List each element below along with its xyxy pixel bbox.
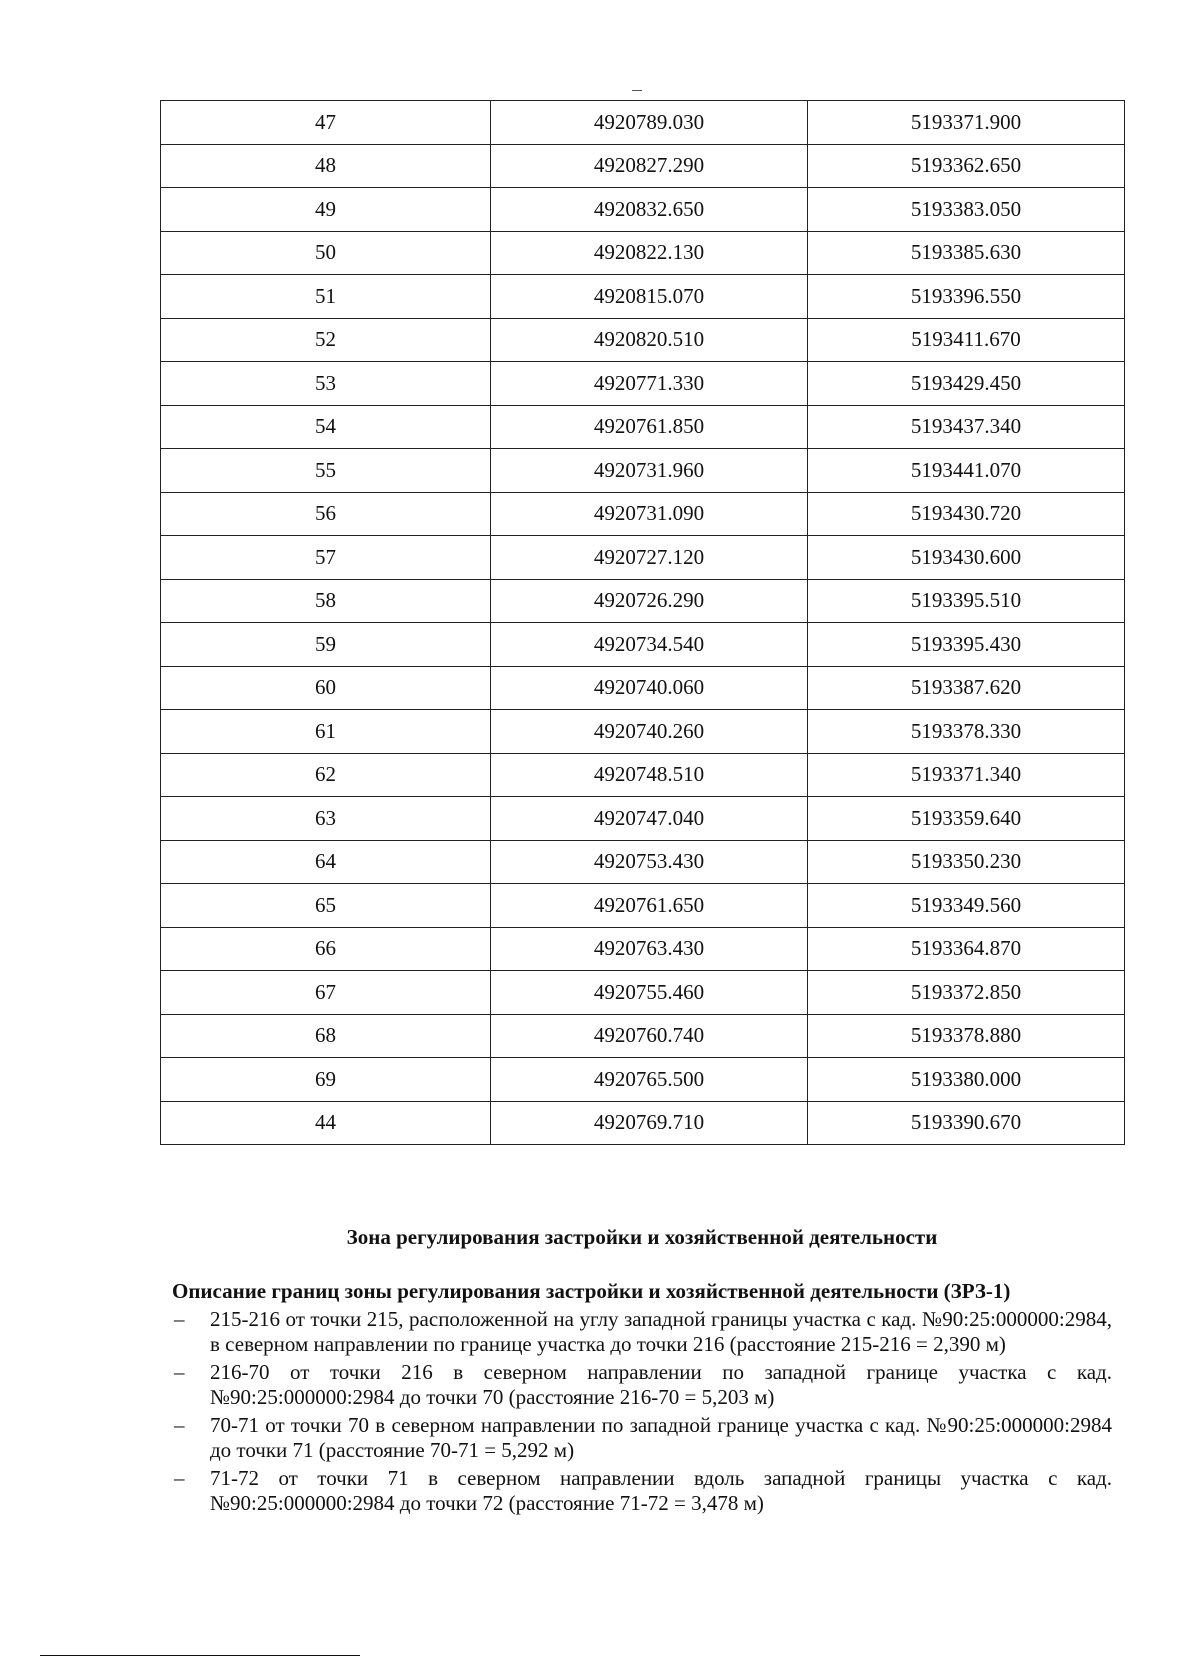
y-coordinate-cell: 5193378.880 [808,1014,1125,1058]
table-row [161,1058,1125,1102]
y-coordinate-cell: 5193385.630 [808,231,1125,275]
x-coordinate-cell: 4920789.030 [491,101,808,145]
point-number-cell: 52 [161,318,491,362]
point-number-cell: 65 [161,884,491,928]
point-number-cell: 47 [161,101,491,145]
x-coordinate-cell: 4920820.510 [491,318,808,362]
table-row [161,579,1125,623]
y-coordinate-cell: 5193395.430 [808,623,1125,667]
list-item [172,1360,1112,1411]
table-row [161,362,1125,406]
x-coordinate-cell: 4920815.070 [491,275,808,319]
y-coordinate-cell: 5193387.620 [808,666,1125,710]
table-row [161,492,1125,536]
table-row [161,927,1125,971]
y-coordinate-cell: 5193390.670 [808,1101,1125,1145]
dash-bullet: – [174,1412,185,1437]
description-title: Описание границ зоны регулирования застройки и хозяйственной деятельности (ЗРЗ-1) [172,1279,1011,1303]
point-number-cell: 51 [161,275,491,319]
boundary-segment-list [172,1307,1112,1517]
coordinates-table-body [161,101,1125,1145]
x-coordinate-cell: 4920734.540 [491,623,808,667]
x-coordinate-cell: 4920727.120 [491,536,808,580]
table-row [161,144,1125,188]
footnote-separator [40,1655,360,1656]
point-number-cell: 62 [161,753,491,797]
x-coordinate-cell: 4920755.460 [491,971,808,1015]
point-number-cell: 48 [161,144,491,188]
x-coordinate-cell: 4920731.090 [491,492,808,536]
segment-text: 71-72 от точки 71 в северном направлении вдоль западной границы участка с кад. №90:25:000000:2984 до точки 72 (расстояние 71-72 = 3,478 м) [210,1465,1112,1515]
table-row [161,840,1125,884]
table-row [161,797,1125,841]
dash-bullet: – [174,1465,185,1490]
x-coordinate-cell: 4920765.500 [491,1058,808,1102]
y-coordinate-cell: 5193362.650 [808,144,1125,188]
y-coordinate-cell: 5193364.870 [808,927,1125,971]
table-row [161,188,1125,232]
x-coordinate-cell: 4920731.960 [491,449,808,493]
segment-text: 70-71 от точки 70 в северном направлении по западной границе участка с кад. №90:25:000000:2984 до точки 71 (расстояние 70-71 = 5,292 м) [210,1412,1112,1462]
boundary-description [172,1279,1112,1517]
table-row [161,884,1125,928]
table-row [161,405,1125,449]
y-coordinate-cell: 5193359.640 [808,797,1125,841]
dash-bullet: – [174,1306,185,1331]
segment-text: 215-216 от точки 215, расположенной на углу западной границы участка с кад. №90:25:000000:2984, в северном направлении по границе участка до точки 216 (расстояние 215-216 = 2,390 м) [210,1306,1112,1356]
x-coordinate-cell: 4920769.710 [491,1101,808,1145]
table-row [161,536,1125,580]
y-coordinate-cell: 5193430.600 [808,536,1125,580]
point-number-cell: 68 [161,1014,491,1058]
point-number-cell: 55 [161,449,491,493]
coordinates-table [160,100,1125,1145]
x-coordinate-cell: 4920822.130 [491,231,808,275]
point-number-cell: 44 [161,1101,491,1145]
point-number-cell: 49 [161,188,491,232]
point-number-cell: 56 [161,492,491,536]
x-coordinate-cell: 4920760.740 [491,1014,808,1058]
dash-bullet: – [174,1359,185,1384]
y-coordinate-cell: 5193378.330 [808,710,1125,754]
y-coordinate-cell: 5193396.550 [808,275,1125,319]
y-coordinate-cell: 5193383.050 [808,188,1125,232]
point-number-cell: 64 [161,840,491,884]
point-number-cell: 63 [161,797,491,841]
y-coordinate-cell: 5193430.720 [808,492,1125,536]
point-number-cell: 60 [161,666,491,710]
point-number-cell: 66 [161,927,491,971]
table-row [161,753,1125,797]
x-coordinate-cell: 4920740.260 [491,710,808,754]
x-coordinate-cell: 4920763.430 [491,927,808,971]
point-number-cell: 57 [161,536,491,580]
table-row [161,275,1125,319]
y-coordinate-cell: 5193380.000 [808,1058,1125,1102]
x-coordinate-cell: 4920726.290 [491,579,808,623]
point-number-cell: 59 [161,623,491,667]
point-number-cell: 50 [161,231,491,275]
x-coordinate-cell: 4920747.040 [491,797,808,841]
point-number-cell: 58 [161,579,491,623]
y-coordinate-cell: 5193372.850 [808,971,1125,1015]
y-coordinate-cell: 5193349.560 [808,884,1125,928]
y-coordinate-cell: 5193350.230 [808,840,1125,884]
x-coordinate-cell: 4920827.290 [491,144,808,188]
table-row [161,971,1125,1015]
y-coordinate-cell: 5193371.340 [808,753,1125,797]
x-coordinate-cell: 4920832.650 [491,188,808,232]
table-row [161,449,1125,493]
x-coordinate-cell: 4920753.430 [491,840,808,884]
point-number-cell: 67 [161,971,491,1015]
x-coordinate-cell: 4920761.850 [491,405,808,449]
table-row [161,623,1125,667]
y-coordinate-cell: 5193437.340 [808,405,1125,449]
y-coordinate-cell: 5193395.510 [808,579,1125,623]
x-coordinate-cell: 4920761.650 [491,884,808,928]
y-coordinate-cell: 5193371.900 [808,101,1125,145]
table-row [161,231,1125,275]
table-row [161,318,1125,362]
y-coordinate-cell: 5193411.670 [808,318,1125,362]
list-item [172,1413,1112,1464]
top-mark [632,90,642,91]
list-item [172,1466,1112,1517]
table-row [161,1014,1125,1058]
point-number-cell: 54 [161,405,491,449]
y-coordinate-cell: 5193441.070 [808,449,1125,493]
table-row [161,710,1125,754]
table-row [161,101,1125,145]
point-number-cell: 53 [161,362,491,406]
x-coordinate-cell: 4920748.510 [491,753,808,797]
x-coordinate-cell: 4920740.060 [491,666,808,710]
y-coordinate-cell: 5193429.450 [808,362,1125,406]
x-coordinate-cell: 4920771.330 [491,362,808,406]
segment-text: 216-70 от точки 216 в северном направлении по западной границе участка с кад. №90:25:000000:2984 до точки 70 (расстояние 216-70 = 5,203 м) [210,1359,1112,1409]
list-item [172,1307,1112,1358]
section-title: Зона регулирования застройки и хозяйственной деятельности [346,1225,938,1249]
table-row [161,1101,1125,1145]
point-number-cell: 69 [161,1058,491,1102]
point-number-cell: 61 [161,710,491,754]
table-row [161,666,1125,710]
